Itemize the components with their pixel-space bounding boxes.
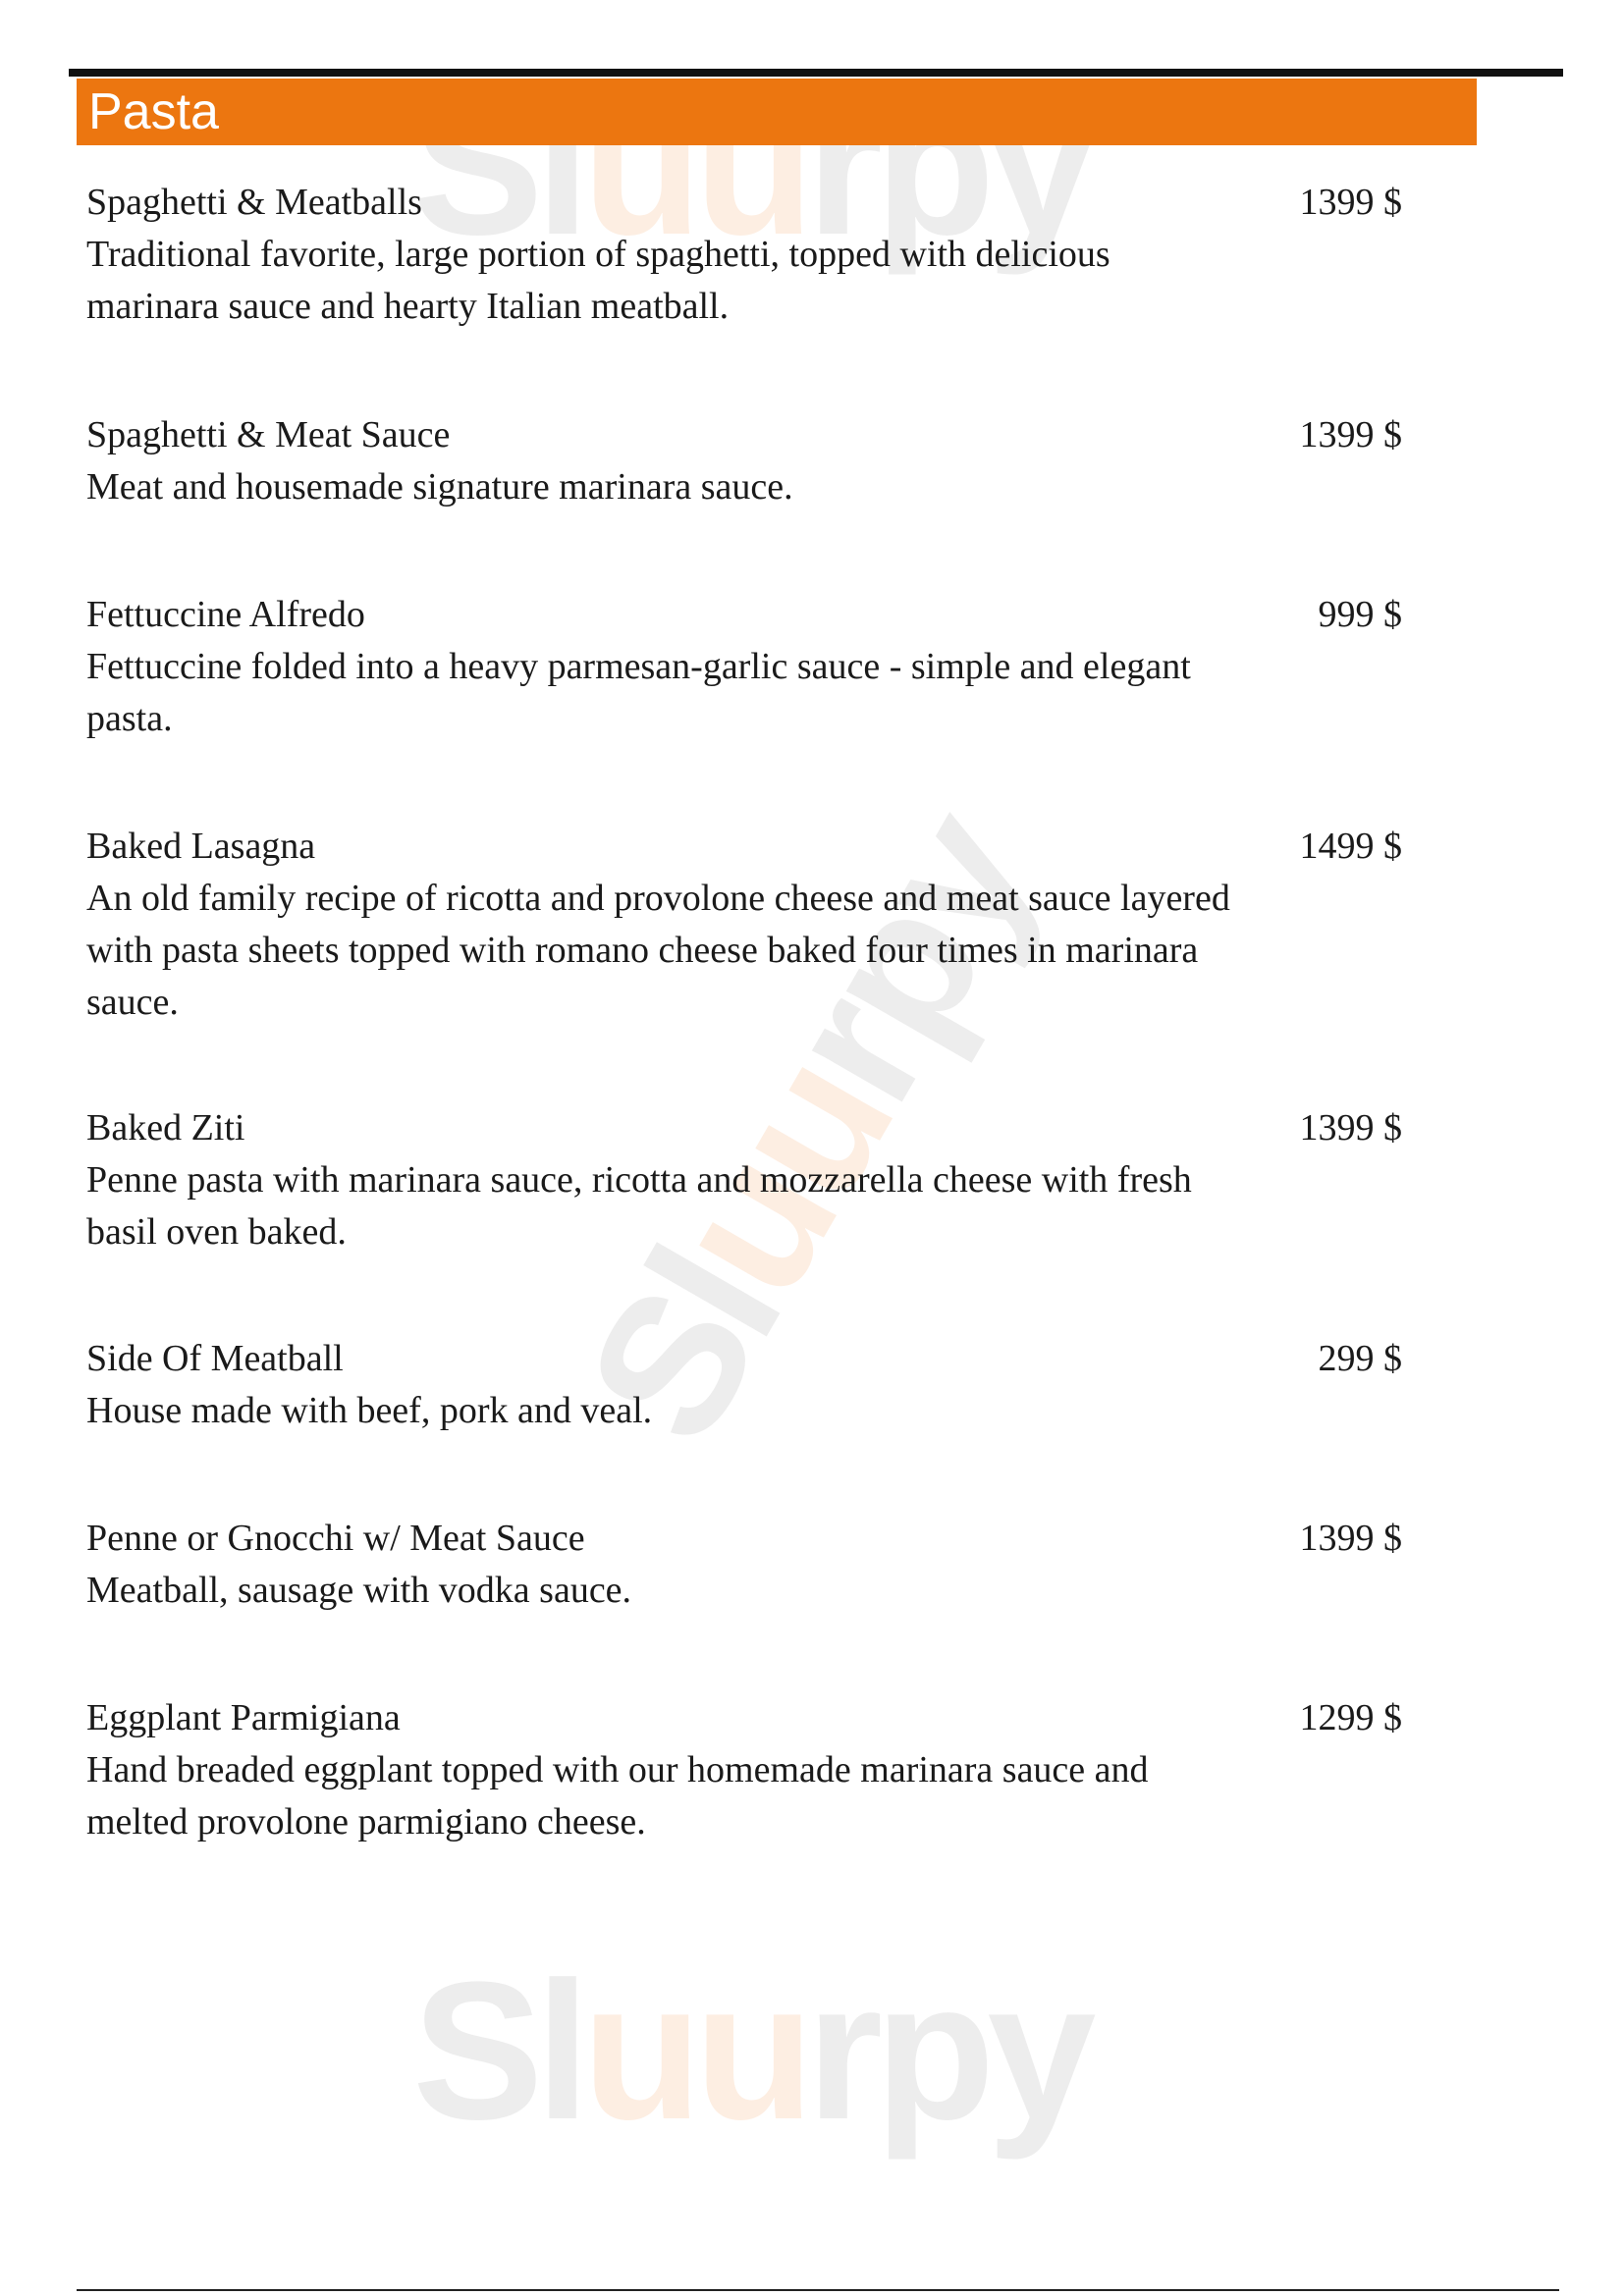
- item-description: Meatball, sausage with vodka sauce.: [86, 1570, 632, 1611]
- item-description: House made with beef, pork and veal.: [86, 1390, 653, 1431]
- item-price: 1399 $: [1299, 1107, 1402, 1148]
- item-description: Fettuccine folded into a heavy parmesan-garlic sauce - simple and elegant pasta.: [86, 646, 1191, 739]
- item-name: Baked Ziti: [86, 1107, 245, 1148]
- item-price: 1399 $: [1299, 414, 1402, 455]
- item-price: 299 $: [1318, 1338, 1402, 1379]
- item-price: 1399 $: [1299, 182, 1402, 223]
- item-price: 1499 $: [1299, 826, 1402, 867]
- item-name: Fettuccine Alfredo: [86, 594, 365, 635]
- item-name: Side Of Meatball: [86, 1338, 344, 1379]
- item-description: Meat and housemade signature marinara sauce.: [86, 466, 793, 507]
- bottom-rule: [77, 2289, 1559, 2291]
- item-description: An old family recipe of ricotta and provolone cheese and meat sauce layered with pasta sheets topped with romano cheese baked four times in marinara sauce.: [86, 878, 1230, 1023]
- item-description: Traditional favorite, large portion of spaghetti, topped with delicious marinara sauce and hearty Italian meatball.: [86, 234, 1110, 327]
- item-description: Hand breaded eggplant topped with our homemade marinara sauce and melted provolone parmigiano cheese.: [86, 1749, 1149, 1842]
- watermark-logo-bottom: Sluurpy: [412, 1942, 1089, 2161]
- top-rule: [69, 69, 1563, 77]
- item-description: Penne pasta with marinara sauce, ricotta and mozzarella cheese with fresh basil oven baked.: [86, 1159, 1192, 1253]
- item-name: Spaghetti & Meatballs: [86, 182, 422, 223]
- item-price: 1299 $: [1299, 1697, 1402, 1738]
- item-name: Penne or Gnocchi w/ Meat Sauce: [86, 1518, 585, 1559]
- item-price: 1399 $: [1299, 1518, 1402, 1559]
- watermark-logo-top: Sluurpy: [412, 57, 1089, 276]
- watermark-logo-middle: Sluurpy: [545, 780, 1073, 1476]
- item-price: 999 $: [1318, 594, 1402, 635]
- item-name: Spaghetti & Meat Sauce: [86, 414, 451, 455]
- item-name: Eggplant Parmigiana: [86, 1697, 401, 1738]
- section-title: Pasta: [88, 83, 219, 140]
- item-name: Baked Lasagna: [86, 826, 316, 867]
- section-header: [77, 79, 1477, 145]
